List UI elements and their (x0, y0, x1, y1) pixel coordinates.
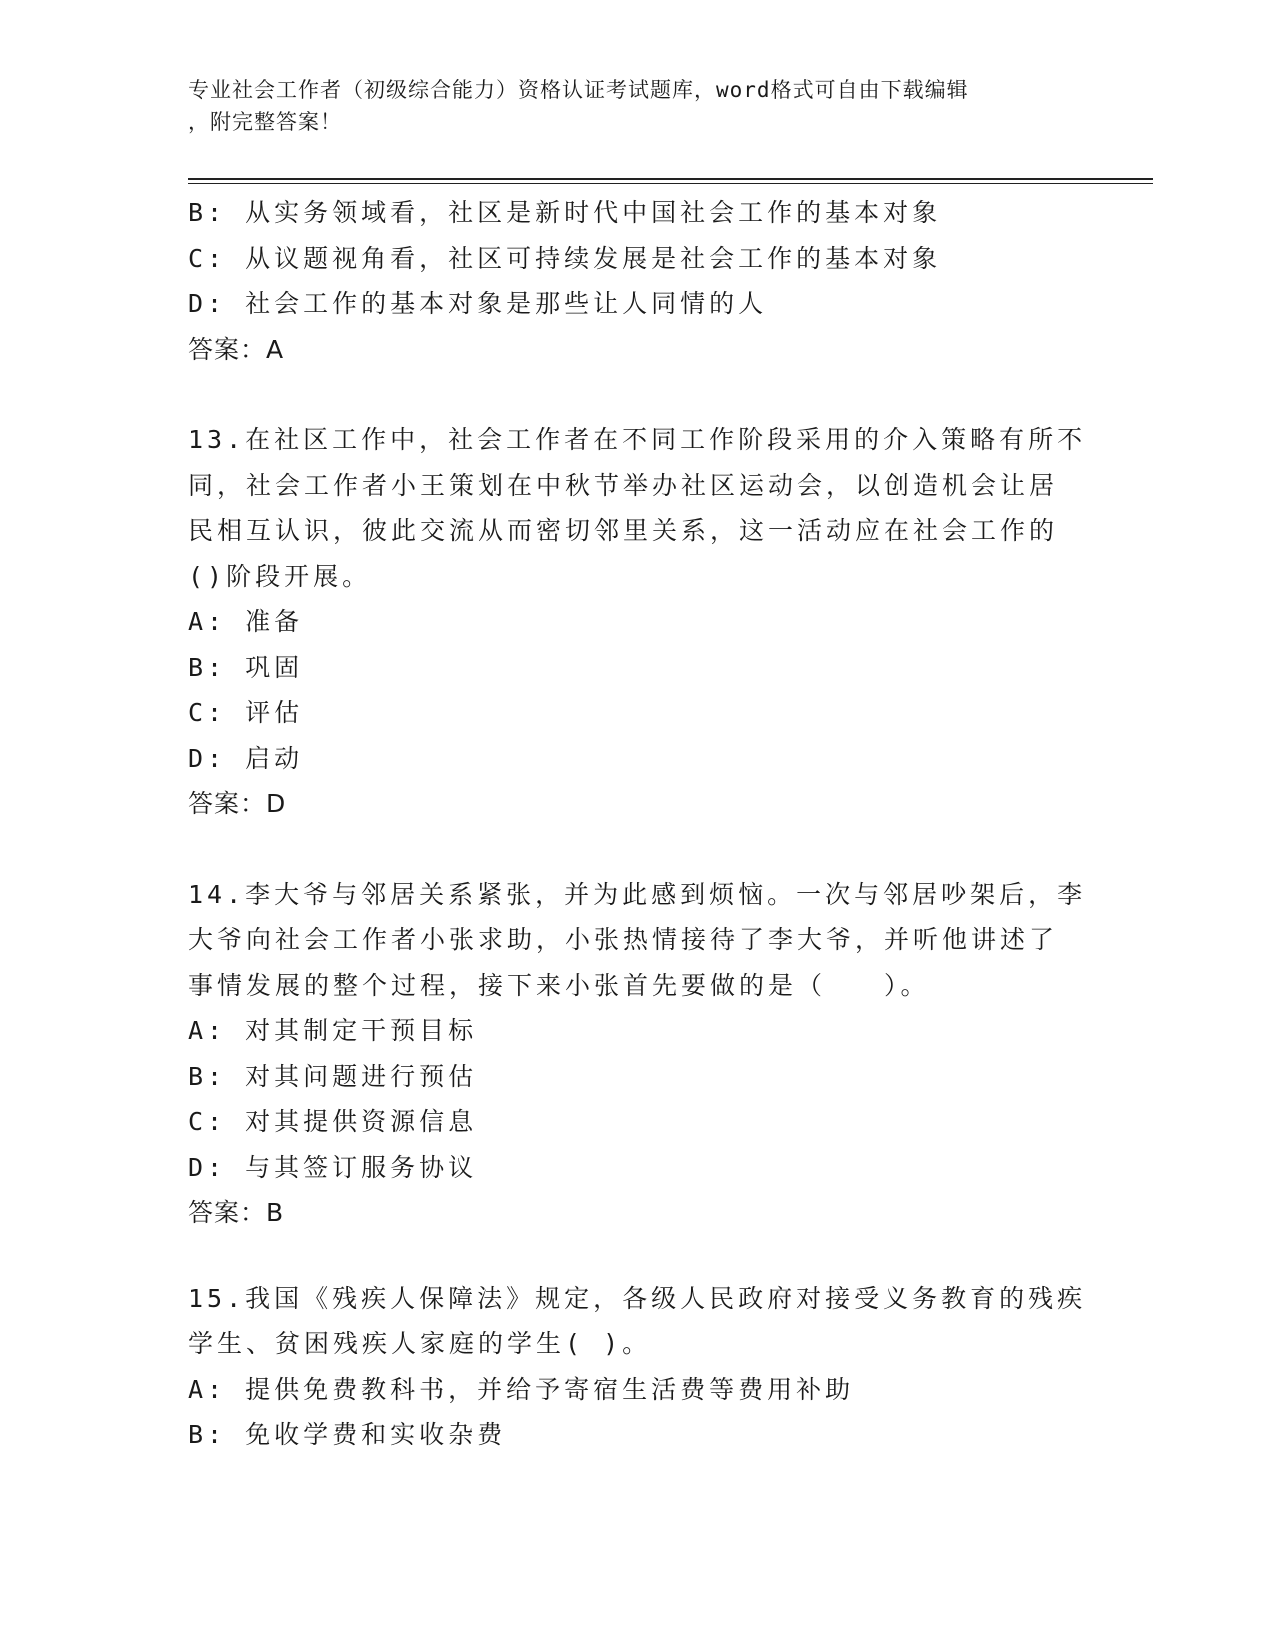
option-c: C: 对其提供资源信息 (188, 1107, 478, 1136)
question-13 (188, 417, 1087, 827)
question-stem-line: 事情发展的整个过程，接下来小张首先要做的是（ ）。 (188, 970, 930, 1000)
answer-line: 答案：D (188, 789, 287, 818)
question-stem-line: 14.李大爷与邻居关系紧张，并为此感到烦恼。一次与邻居吵架后，李 (188, 879, 1087, 909)
question-stem-line: 民相互认识，彼此交流从而密切邻里关系，这一活动应在社会工作的 (188, 516, 1059, 545)
answer-line: 答案：A (188, 334, 285, 364)
question-stem-line: 学生、贫困残疾人家庭的学生( )。 (188, 1329, 652, 1358)
question-stem-line: 大爷向社会工作者小张求助，小张热情接待了李大爷，并听他讲述了 (188, 925, 1059, 954)
question-content (188, 190, 1087, 1458)
option-a: A: 准备 (188, 607, 304, 636)
option-c: C: 评估 (188, 698, 304, 727)
document-header (188, 74, 1068, 138)
option-b: B: 对其问题进行预估 (188, 1061, 478, 1091)
question-stem-line: ()阶段开展。 (188, 561, 372, 591)
question-12-tail (188, 190, 1078, 372)
option-a: A: 对其制定干预目标 (188, 1016, 478, 1045)
option-d: D: 社会工作的基本对象是那些让人同情的人 (188, 289, 768, 318)
header-line-1: 专业社会工作者（初级综合能力）资格认证考试题库，word格式可自由下载编辑 (188, 78, 969, 102)
header-line-2: ，附完整答案！ (188, 110, 342, 134)
question-15 (188, 1276, 1087, 1458)
spacer (188, 827, 1078, 872)
answer-line: 答案：B (188, 1198, 285, 1227)
option-b: B: 免收学费和实收杂费 (188, 1420, 507, 1449)
question-stem-line: 15.我国《残疾人保障法》规定，各级人民政府对接受义务教育的残疾 (188, 1283, 1087, 1313)
question-14 (188, 872, 1087, 1236)
question-stem-line: 13.在社区工作中，社会工作者在不同工作阶段采用的介入策略有所不 (188, 425, 1087, 454)
spacer (188, 1236, 1078, 1276)
option-d: D: 启动 (188, 743, 304, 773)
question-stem-line: 同，社会工作者小王策划在中秋节举办社区运动会，以创造机会让居 (188, 470, 1059, 500)
header-divider-thin (188, 183, 1153, 184)
option-d: D: 与其签订服务协议 (188, 1152, 478, 1182)
option-c: C: 从议题视角看，社区可持续发展是社会工作的基本对象 (188, 243, 942, 273)
option-a: A: 提供免费教科书，并给予寄宿生活费等费用补助 (188, 1374, 855, 1404)
header-divider-thick (188, 178, 1153, 180)
spacer (188, 372, 1078, 417)
option-b: B: 巩固 (188, 652, 304, 682)
option-b: B: 从实务领域看，社区是新时代中国社会工作的基本对象 (188, 198, 942, 227)
